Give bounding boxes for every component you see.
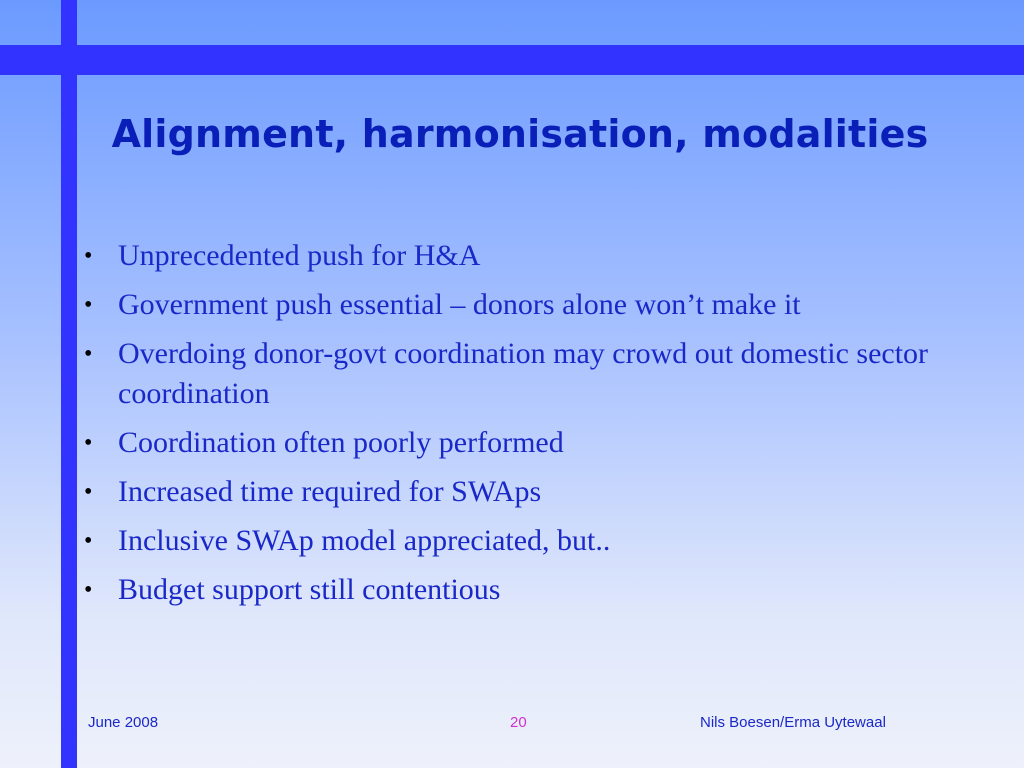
decorative-horizontal-bar: [0, 45, 1024, 75]
bullet-list: [84, 236, 954, 619]
bullet-icon: •: [84, 479, 93, 505]
bullet-icon: •: [84, 430, 93, 456]
bullet-text: Budget support still contentious: [118, 573, 501, 606]
bullet-text: Government push essential – donors alone won’t make it: [118, 288, 801, 321]
bullet-text: Increased time required for SWAps: [118, 475, 542, 508]
bullet-item: [84, 423, 954, 463]
bullet-icon: •: [84, 528, 93, 554]
bullet-text: Overdoing donor-govt coordination may crowd out domestic sector coordination: [118, 337, 929, 410]
bullet-icon: •: [84, 341, 93, 367]
decorative-vertical-bar: [61, 0, 77, 768]
bullet-text: Unprecedented push for H&A: [118, 239, 481, 272]
bullet-text: Inclusive SWAp model appreciated, but..: [118, 524, 611, 557]
bullet-item: [84, 521, 954, 561]
bullet-item: [84, 570, 954, 610]
bullet-text: Coordination often poorly performed: [118, 426, 564, 459]
slide-title: Alignment, harmonisation, modalities: [111, 112, 929, 156]
footer-page-number: 20: [510, 714, 527, 731]
bullet-icon: •: [84, 292, 93, 318]
bullet-icon: •: [84, 243, 93, 269]
bullet-item: [84, 334, 954, 414]
bullet-item: [84, 472, 954, 512]
bullet-item: [84, 236, 954, 276]
footer-authors: Nils Boesen/Erma Uytewaal: [700, 714, 886, 731]
footer-date: June 2008: [88, 714, 159, 731]
bullet-icon: •: [84, 577, 93, 603]
bullet-item: [84, 285, 954, 325]
